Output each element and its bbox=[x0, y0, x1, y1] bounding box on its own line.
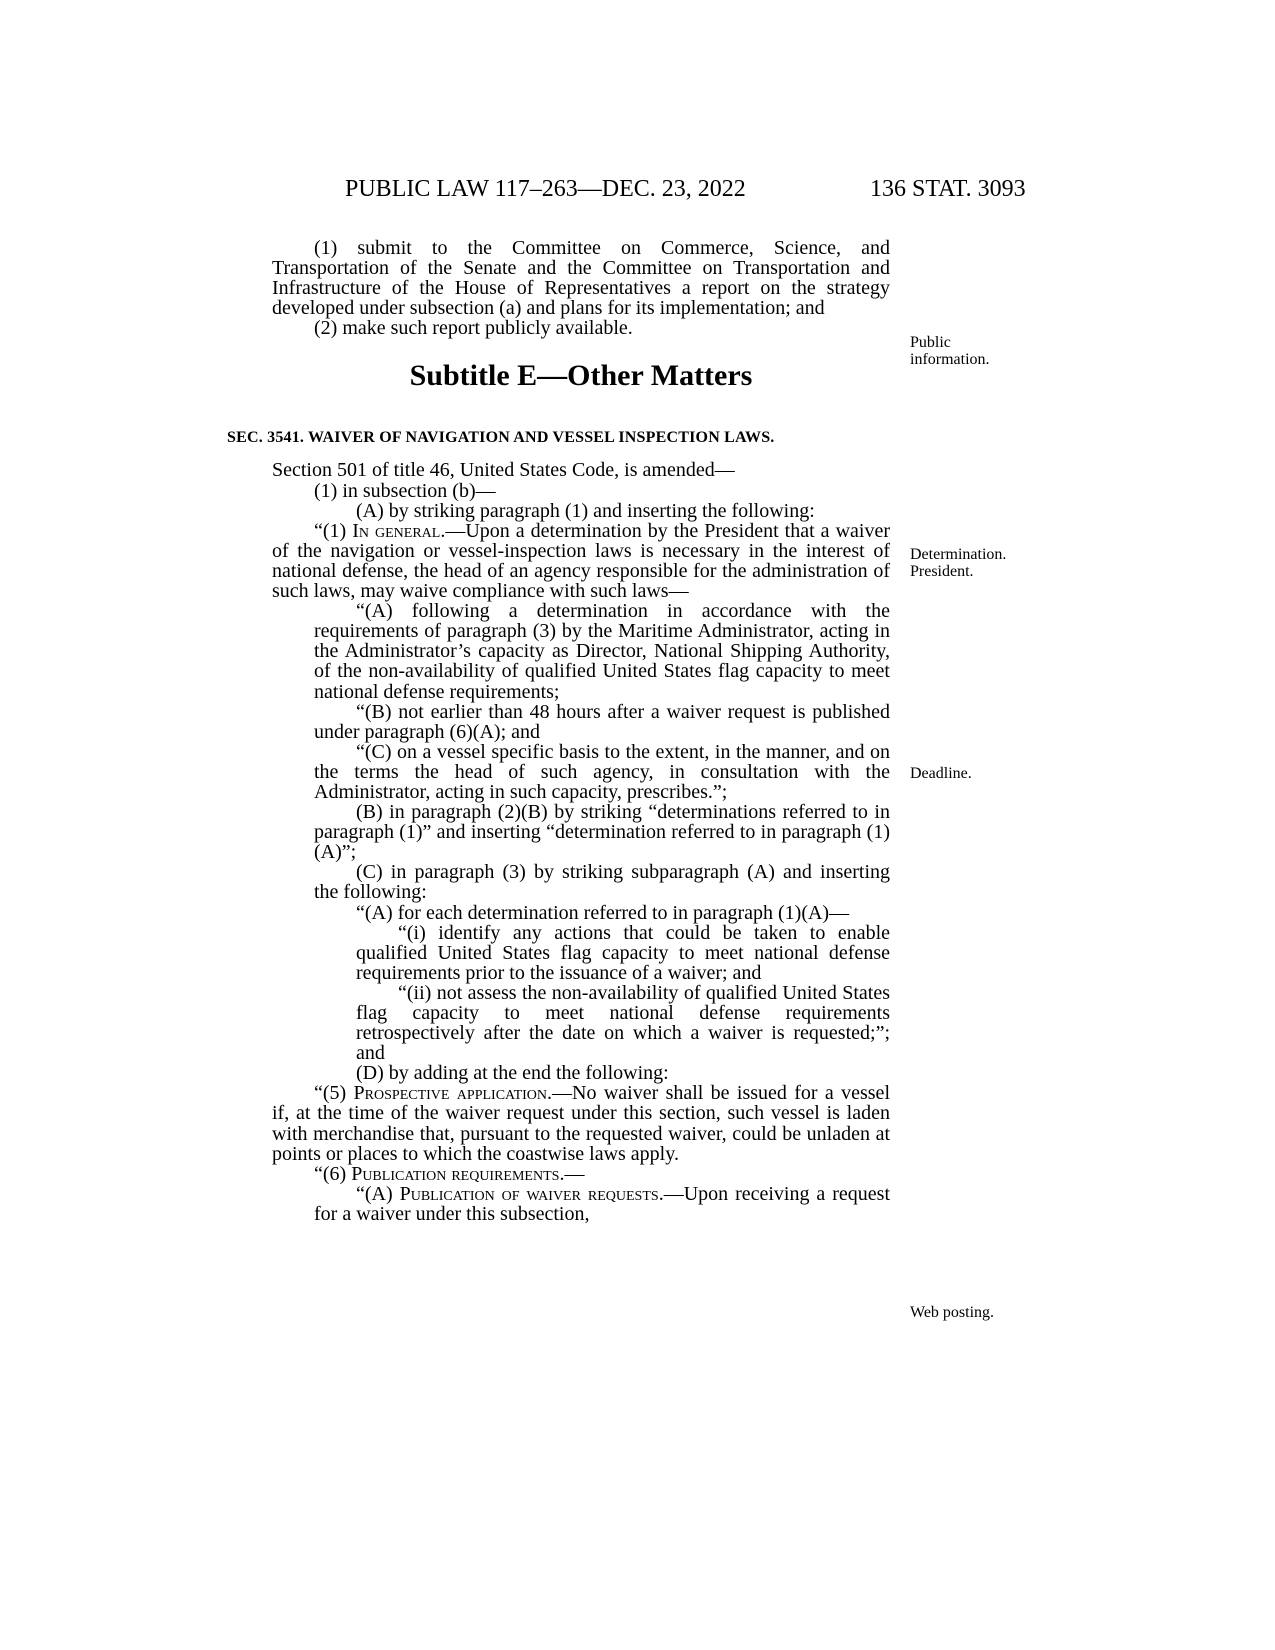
running-header bbox=[0, 176, 1275, 210]
margin-note-public-information: Public information. bbox=[910, 334, 990, 368]
subtitle-heading: Subtitle E—Other Matters bbox=[409, 359, 753, 393]
para-D-adding: (D) by adding at the end the following: bbox=[356, 1062, 669, 1085]
margin-note-web-posting: Web posting. bbox=[910, 1304, 995, 1321]
para-section-501: Section 501 of title 46, United States Code, is amended— bbox=[272, 459, 735, 482]
para-C-striking: (C) in paragraph (3) by striking subparagraph (A) and inserting the following: bbox=[314, 861, 890, 904]
page-body bbox=[227, 237, 891, 1225]
header-stat-page: 136 STAT. 3093 bbox=[870, 176, 1026, 202]
para-publicly-available: (2) make such report publicly available. bbox=[314, 317, 633, 340]
section-heading: SEC. 3541. WAIVER OF NAVIGATION AND VESSEL INSPECTION LAWS. bbox=[227, 429, 775, 447]
para-B-striking: (B) in paragraph (2)(B) by striking “determinations referred to in paragraph (1)” and inserting “determination referred to in paragraph (1)(A)”; bbox=[314, 801, 890, 864]
para-1C: “(C) on a vessel specific basis to the extent, in the manner, and on the terms the head of such agency, in consultation with the Administrator, acting in such capacity, prescribes.”; bbox=[314, 740, 890, 803]
para-publication-requirements: “(6) Publication requirements.— bbox=[314, 1162, 585, 1185]
margin-note-determination: Determination. President. bbox=[910, 546, 1007, 580]
para-1A: “(A) following a determination in accordance with the requirements of paragraph (3) by the Maritime Administrator, acting in the Administrator’s capacity as Director, National Shipping Authority, of the non-availability of qualified United States flag capacity to meet national defense requirements; bbox=[314, 600, 890, 703]
para-1B: “(B) not earlier than 48 hours after a waiver request is published under paragraph (6)(A); and bbox=[314, 700, 890, 743]
para-A-striking: (A) by striking paragraph (1) and inserting the following: bbox=[356, 499, 815, 522]
header-public-law: PUBLIC LAW 117–263—DEC. 23, 2022 bbox=[345, 176, 746, 202]
margin-note-deadline: Deadline. bbox=[910, 765, 972, 782]
para-submit-report: (1) submit to the Committee on Commerce, Science, and Transportation of the Senate and the Committee on Transportation and Infrastructure of the House of Representatives a report on the strategy developed under subsection (a) and plans for its implementation; and bbox=[272, 237, 890, 320]
para-prospective-application: “(5) Prospective application.—No waiver shall be issued for a vessel if, at the time of the waiver request under this section, such vessel is laden with merchandise that, pursuant to the requested waiver, could be unladen at points or places to which the coastwise laws apply. bbox=[272, 1082, 890, 1165]
para-3A: “(A) for each determination referred to in paragraph (1)(A)— bbox=[356, 901, 850, 924]
para-3A-ii: “(ii) not assess the non-availability of qualified United States flag capacity to meet national defense requirements retrospectively after the date on which a waiver is requested;”; and bbox=[356, 981, 890, 1065]
para-3A-i: “(i) identify any actions that could be taken to enable qualified United States flag capacity to meet national defense requirements prior to the issuance of a waiver; and bbox=[356, 921, 890, 984]
para-publication-waiver-requests: “(A) Publication of waiver requests.—Upon receiving a request for a waiver under this subsection, bbox=[314, 1182, 891, 1225]
para-in-general: “(1) In general.—Upon a determination by the President that a waiver of the navigation or vessel-inspection laws is necessary in the interest of national defense, the head of an agency responsible for the administration of such laws, may waive compliance with such laws— bbox=[272, 519, 890, 603]
para-subsection-b: (1) in subsection (b)— bbox=[314, 479, 496, 502]
